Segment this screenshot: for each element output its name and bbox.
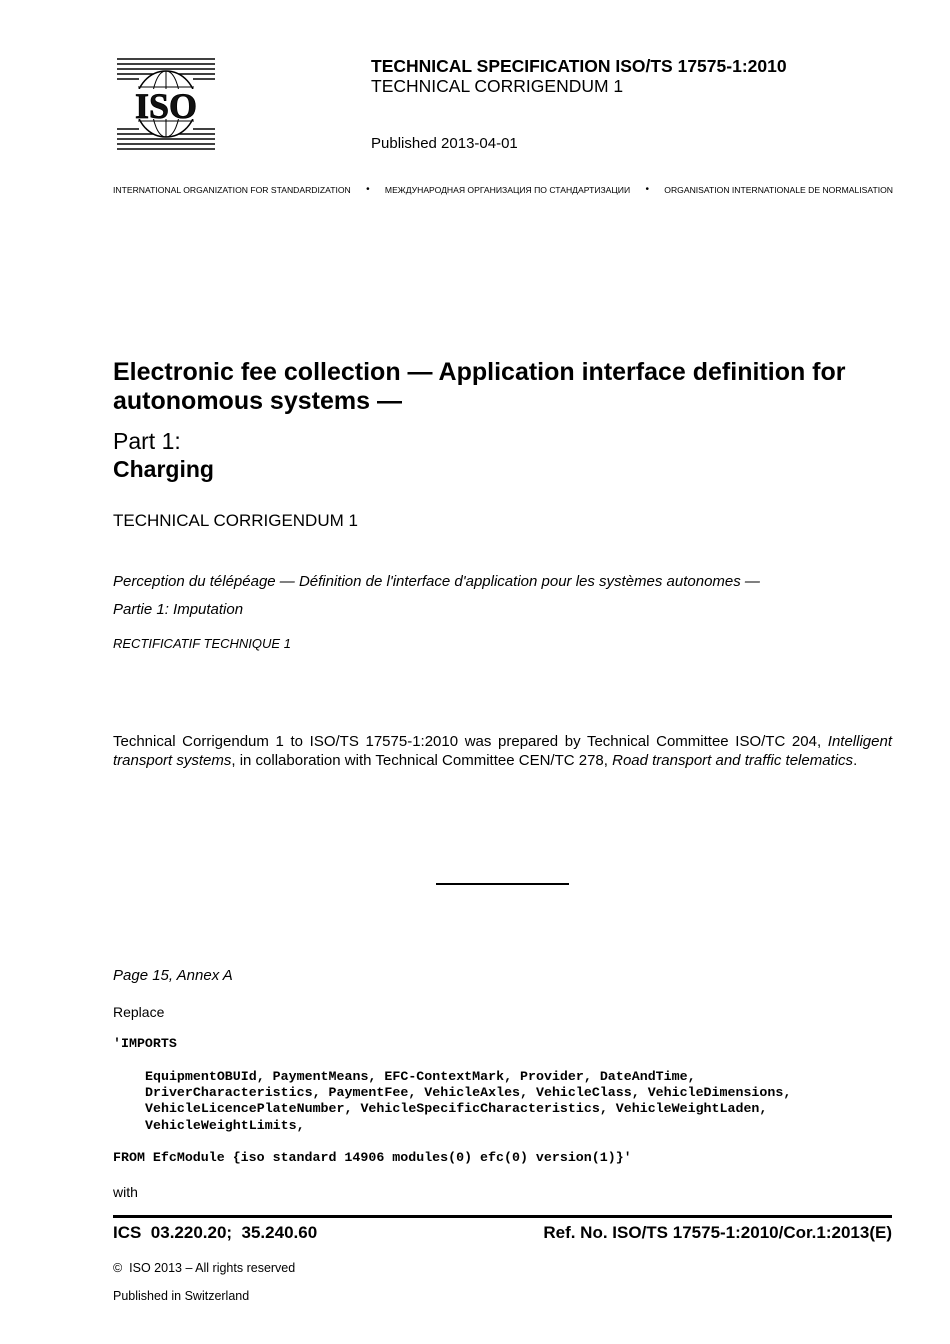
copyright-notice: © ISO 2013 – All rights reserved (113, 1261, 296, 1275)
code-import-list: EquipmentOBUId, PaymentMeans, EFC-ContextMark, Provider, DateAndTime, DriverCharacteristics, PaymentFee, VehicleAxles, VehicleClass, VehicleDimensions, VehicleLicencePlateNumber, VehicleSpecificCharacteristics, VehicleWeightLaden, VehicleWeightLimits, (145, 1069, 792, 1133)
intro-text: Technical Corrigendum 1 to ISO/TS 17575-1:2010 was prepared by Technical Committee ISO/TC 204, (113, 733, 828, 750)
publication-date: Published 2013-04-01 (371, 135, 518, 152)
corrigendum-label-en: TECHNICAL CORRIGENDUM 1 (113, 511, 358, 530)
org-name-en: INTERNATIONAL ORGANIZATION FOR STANDARDIZATION (113, 184, 351, 195)
intro-text: , in collaboration with Technical Committee CEN/TC 278, (231, 751, 613, 769)
footer-rule (113, 1215, 892, 1218)
bullet-separator: • (645, 184, 649, 195)
part-label: Part 1: (113, 428, 181, 454)
section-divider (436, 883, 569, 885)
intro-text: . (853, 751, 858, 769)
svg-text:ISO: ISO (134, 86, 198, 126)
main-title: Electronic fee collection — Application interface definition for autonomous systems — (113, 358, 846, 415)
published-in: Published in Switzerland (113, 1289, 250, 1303)
org-name-ru: МЕЖДУНАРОДНАЯ ОРГАНИЗАЦИЯ ПО СТАНДАРТИЗАЦИИ (384, 184, 631, 195)
french-part-title: Partie 1: Imputation (113, 601, 244, 618)
corrigendum-label-fr: RECTIFICATIF TECHNIQUE 1 (113, 636, 291, 651)
bullet-separator: • (366, 184, 370, 195)
ics-codes: ICS 03.220.20; 35.240.60 (113, 1223, 318, 1242)
with-label: with (113, 1184, 138, 1200)
code-imports-keyword: 'IMPORTS (113, 1036, 177, 1051)
iso-logo (117, 57, 215, 151)
intro-committee-name: Intelligent transport systems (113, 733, 892, 769)
intro-paragraph (113, 733, 892, 770)
document-subtitle: TECHNICAL CORRIGENDUM 1 (371, 76, 624, 96)
org-name-fr: ORGANISATION INTERNATIONALE DE NORMALISATION (664, 184, 893, 195)
reference-number: Ref. No. ISO/TS 17575-1:2010/Cor.1:2013(E) (543, 1223, 892, 1242)
part-title: Charging (113, 456, 214, 482)
replace-label: Replace (113, 1004, 165, 1020)
iso-globe-icon (117, 57, 215, 151)
intro-cen-committee-name: Road transport and traffic telematics (612, 751, 854, 769)
french-title: Perception du télépéage — Définition de l'interface d'application pour les systèmes autonomes — (113, 573, 760, 590)
organization-names-line (113, 184, 893, 195)
page-reference: Page 15, Annex A (113, 967, 233, 984)
code-from-line: FROM EfcModule {iso standard 14906 modules(0) efc(0) version(1)}' (113, 1150, 632, 1165)
document-type-title: TECHNICAL SPECIFICATION ISO/TS 17575-1:2010 (371, 56, 787, 76)
